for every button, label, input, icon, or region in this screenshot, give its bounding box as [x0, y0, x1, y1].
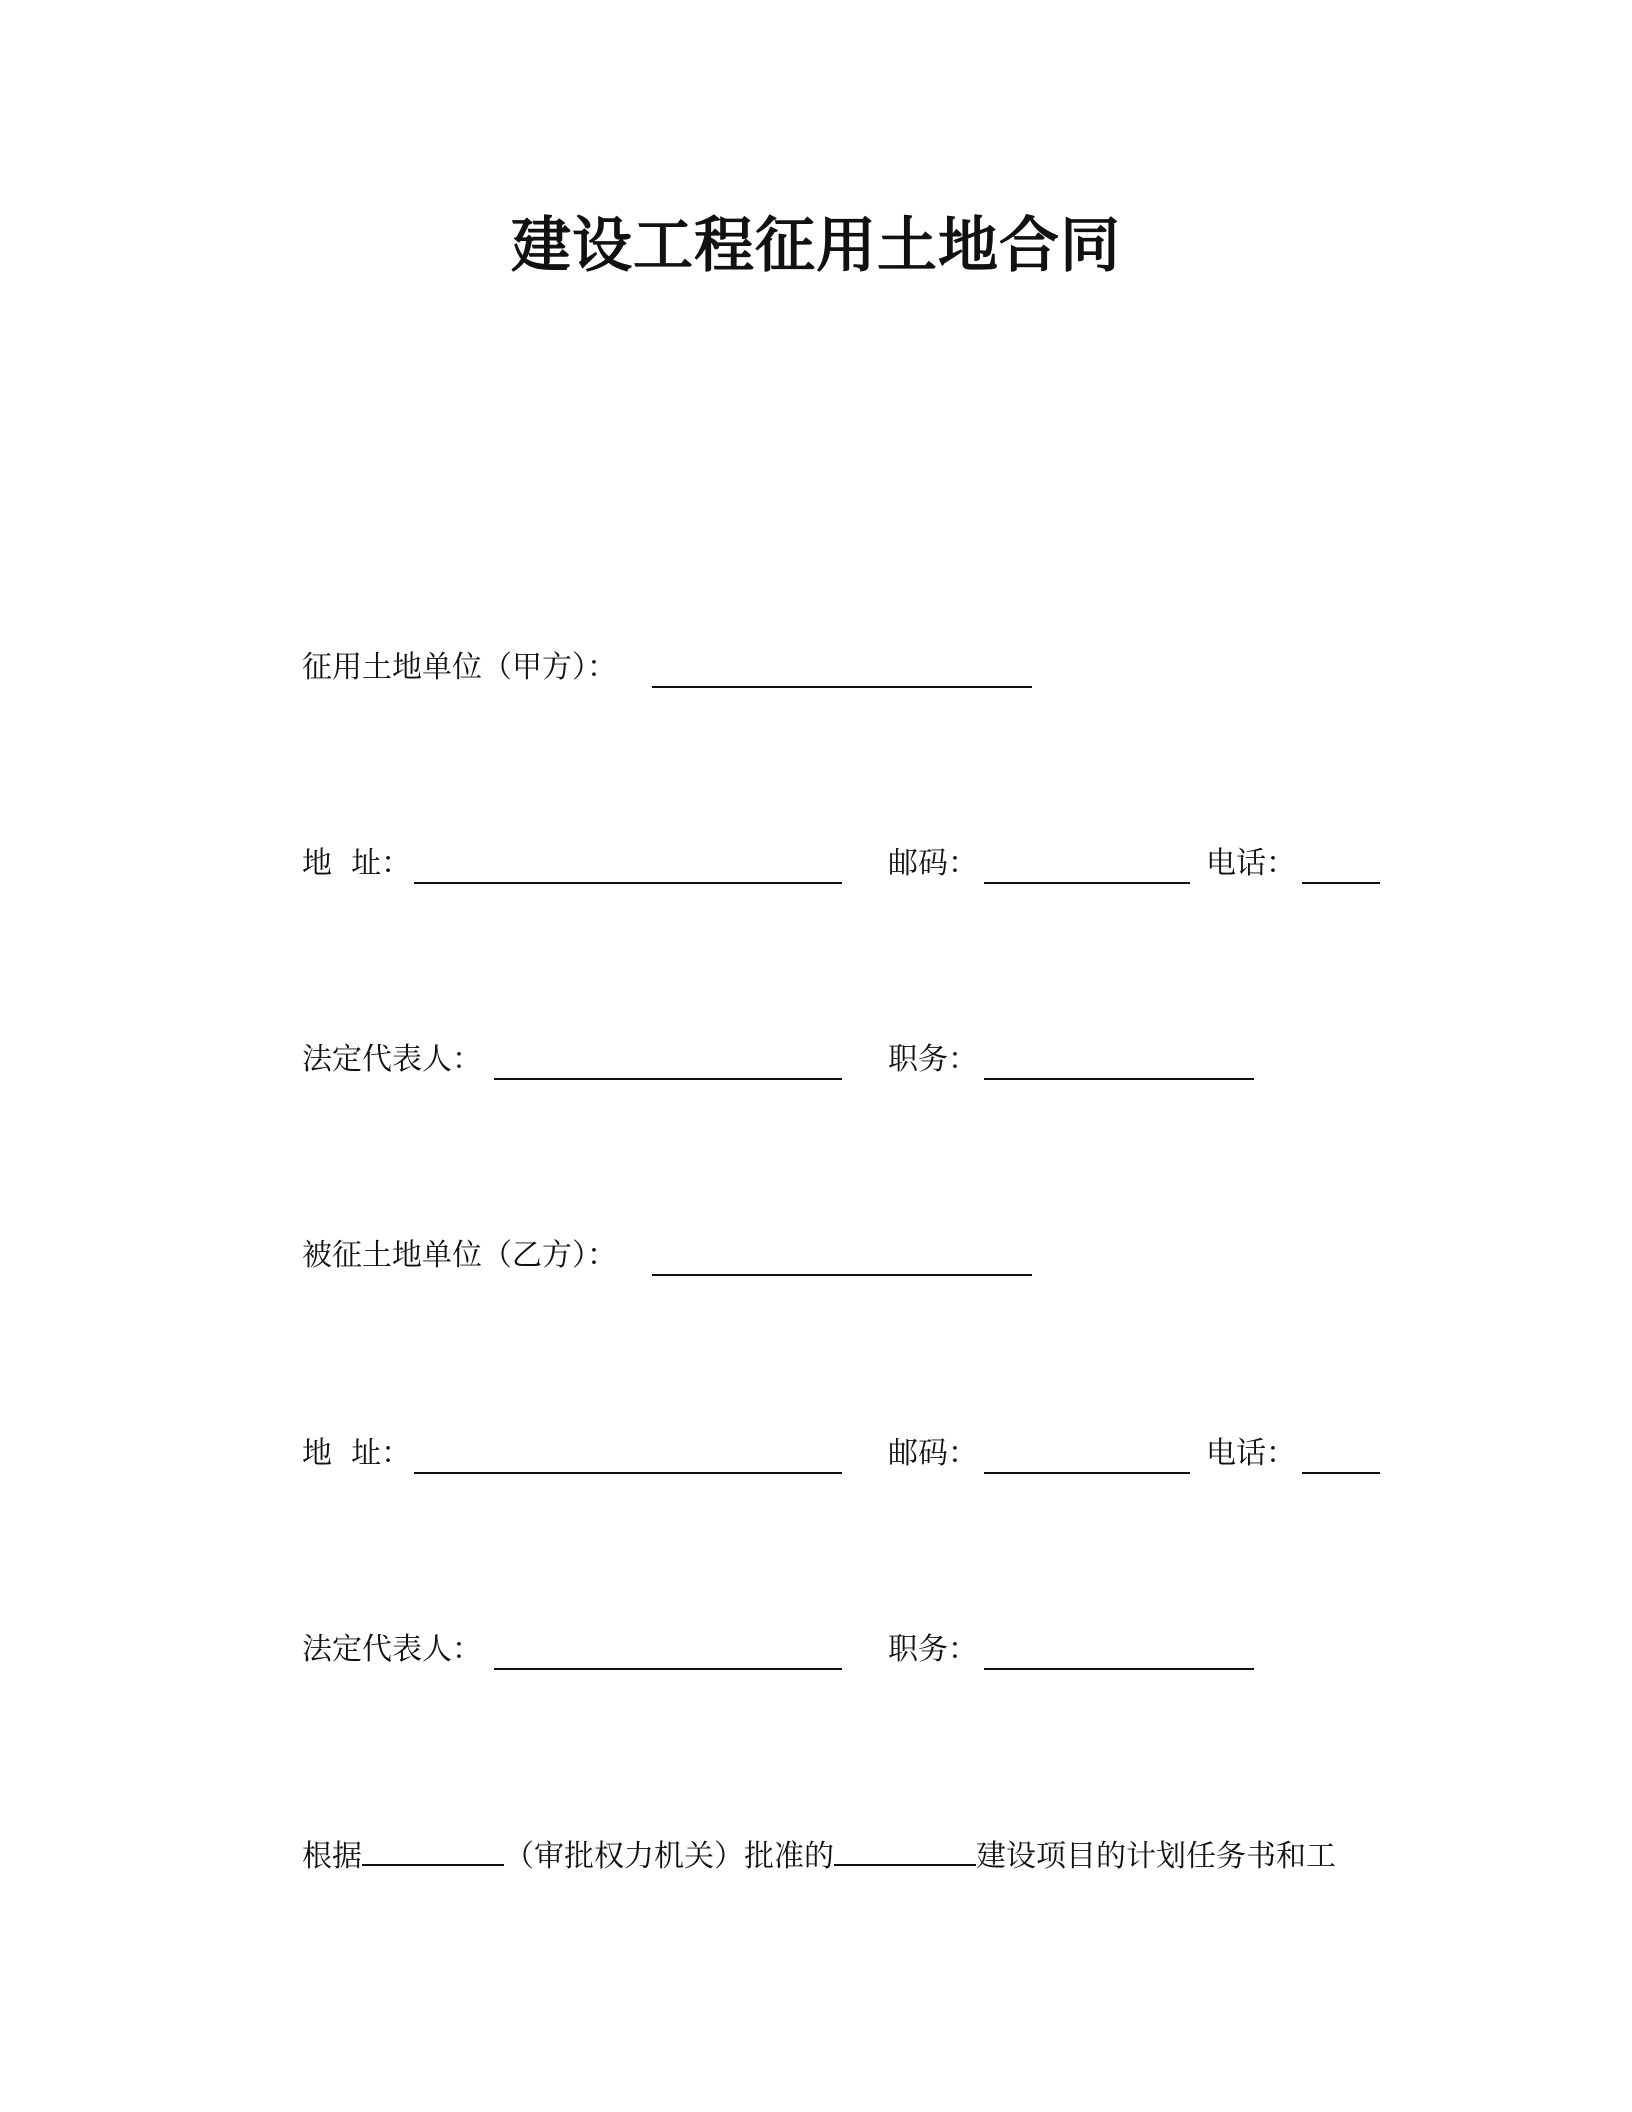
- party-b-position-field[interactable]: [984, 1668, 1254, 1670]
- party-b-postcode-field[interactable]: [984, 1472, 1190, 1474]
- party-b-address-field[interactable]: [414, 1472, 842, 1474]
- party-a-rep-row: [0, 1040, 1632, 1084]
- document-title: 建设工程征用土地合同: [511, 211, 1121, 281]
- party-b-unit-field[interactable]: [652, 1274, 1032, 1276]
- party-b-phone-label: 电话：: [1206, 1436, 1296, 1471]
- paragraph-text-3: 建设项目的计划任务书和工: [976, 1839, 1336, 1874]
- approval-authority-blank[interactable]: [362, 1834, 504, 1866]
- party-b-address-label: 地 址：: [302, 1436, 412, 1471]
- party-a-phone-label: 电话：: [1206, 846, 1296, 881]
- party-a-address-field[interactable]: [414, 882, 842, 884]
- party-b-unit-row: [0, 1236, 1632, 1280]
- party-b-unit-label: 被征土地单位（乙方）：: [302, 1238, 617, 1273]
- party-a-rep-field[interactable]: [494, 1078, 842, 1080]
- party-a-position-field[interactable]: [984, 1078, 1254, 1080]
- party-a-address-row: [0, 844, 1632, 888]
- party-a-unit-label: 征用土地单位（甲方）：: [302, 650, 617, 685]
- contract-paragraph: [302, 1834, 1336, 1877]
- party-a-unit-field[interactable]: [652, 686, 1032, 688]
- party-b-phone-field[interactable]: [1302, 1472, 1380, 1474]
- party-b-address-row: [0, 1434, 1632, 1478]
- party-a-postcode-field[interactable]: [984, 882, 1190, 884]
- party-a-rep-label: 法定代表人：: [302, 1042, 482, 1077]
- paragraph-text-1: 根据: [302, 1839, 362, 1874]
- party-a-unit-row: [0, 648, 1632, 692]
- party-a-address-label: 地 址：: [302, 846, 412, 881]
- party-b-rep-field[interactable]: [494, 1668, 842, 1670]
- party-a-postcode-label: 邮码：: [888, 846, 978, 881]
- paragraph-text-2: （审批权力机关）批准的: [504, 1839, 834, 1874]
- party-b-rep-label: 法定代表人：: [302, 1632, 482, 1667]
- party-b-rep-row: [0, 1630, 1632, 1674]
- party-a-phone-field[interactable]: [1302, 882, 1380, 884]
- party-b-postcode-label: 邮码：: [888, 1436, 978, 1471]
- project-name-blank[interactable]: [834, 1834, 976, 1866]
- party-b-position-label: 职务：: [888, 1632, 978, 1667]
- party-a-position-label: 职务：: [888, 1042, 978, 1077]
